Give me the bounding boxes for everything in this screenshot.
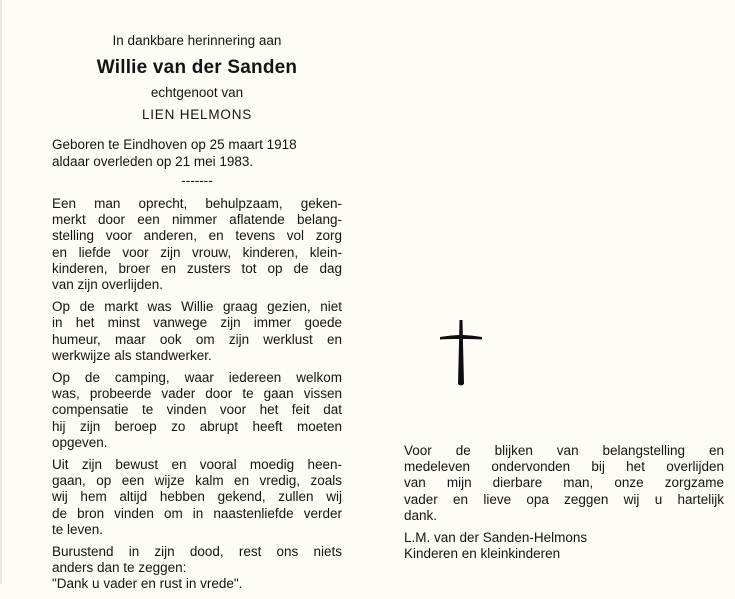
thanks-paragraph [404, 443, 724, 524]
cross-icon [438, 318, 484, 388]
text-line: hij zijn beroep zo abrupt heeft moeten [52, 418, 342, 434]
life-dates [52, 136, 342, 170]
text-line: te leven. [52, 521, 104, 537]
text-line: in het minst vanwege zijn immer goede [52, 315, 342, 331]
right-panel [404, 443, 724, 562]
text-line: de bron vinden om in naastenliefde verder [52, 505, 342, 521]
spouse-name: LIEN HELMONS [141, 107, 253, 122]
text-line: was, probeerde vader door te gaan vissen [52, 386, 342, 402]
card-edge [0, 0, 2, 584]
text-line: van zijn overlijden. [52, 277, 164, 293]
text-line: compensatie te vinden voor het feit dat [52, 402, 342, 418]
text-line: stelling voor anderen, en tevens vol zorg [52, 228, 342, 244]
spouse-label: echtgenoot van [150, 85, 244, 100]
signature [404, 530, 724, 562]
paragraph-market [52, 299, 342, 364]
text-line: wij hem altijd hebben gekend, zullen wij [52, 489, 342, 505]
text-line: van mijn dierbare man, onze zorgzame [404, 475, 724, 491]
text-line: Op de camping, waar iedereen welkom [52, 370, 342, 386]
text-line: "Dank u vader en rust in vrede". [52, 576, 243, 592]
text-line: dank. [404, 507, 438, 523]
text-line: humeur, maar ook om zijn werklust en [52, 331, 342, 347]
text-line: werkwijze als standwerker. [52, 347, 212, 363]
text-line: anders dan te zeggen: [52, 560, 187, 576]
signature-name: L.M. van der Sanden-Helmons [404, 530, 588, 546]
text-line: kinderen, broer en zusters tot op de dag [52, 260, 342, 276]
text-line: gaan, op een wijze kalm en vredig, zoals [52, 473, 342, 489]
paragraph-farewell [52, 544, 342, 593]
separator: ------- [181, 173, 213, 188]
paragraph-camping [52, 370, 342, 451]
text-line: medeleven ondervonden bij het overlijden [404, 459, 724, 475]
death-line: aldaar overleden op 21 mei 1983. [52, 154, 254, 169]
left-panel [52, 32, 342, 599]
text-line: opgeven. [52, 434, 108, 450]
text-line: merkt door een nimmer aflatende belang- [52, 212, 342, 228]
text-line: vader en lieve opa zeggen wij u hartelijk [404, 491, 724, 507]
text-line: Burustend in zijn dood, rest ons niets [52, 544, 342, 560]
text-line: en liefde voor zijn vrouw, kinderen, klein- [52, 244, 342, 260]
text-line: Voor de blijken van belangstelling en [404, 443, 724, 458]
text-line: Op de markt was Willie graag gezien, niet [52, 299, 342, 315]
intro-text: In dankbare herinnering aan [112, 33, 282, 48]
card-header [52, 32, 342, 124]
text-line: Uit zijn bewust en vooral moedig heen- [52, 457, 342, 473]
birth-line: Geboren te Eindhoven op 25 maart 1918 [52, 137, 297, 152]
paragraph-character [52, 196, 342, 293]
deceased-name: Willie van der Sanden [96, 57, 298, 78]
signature-family: Kinderen en kleinkinderen [404, 546, 561, 562]
paragraph-passing [52, 457, 342, 538]
text-line: Een man oprecht, behulpzaam, geken- [52, 196, 342, 211]
